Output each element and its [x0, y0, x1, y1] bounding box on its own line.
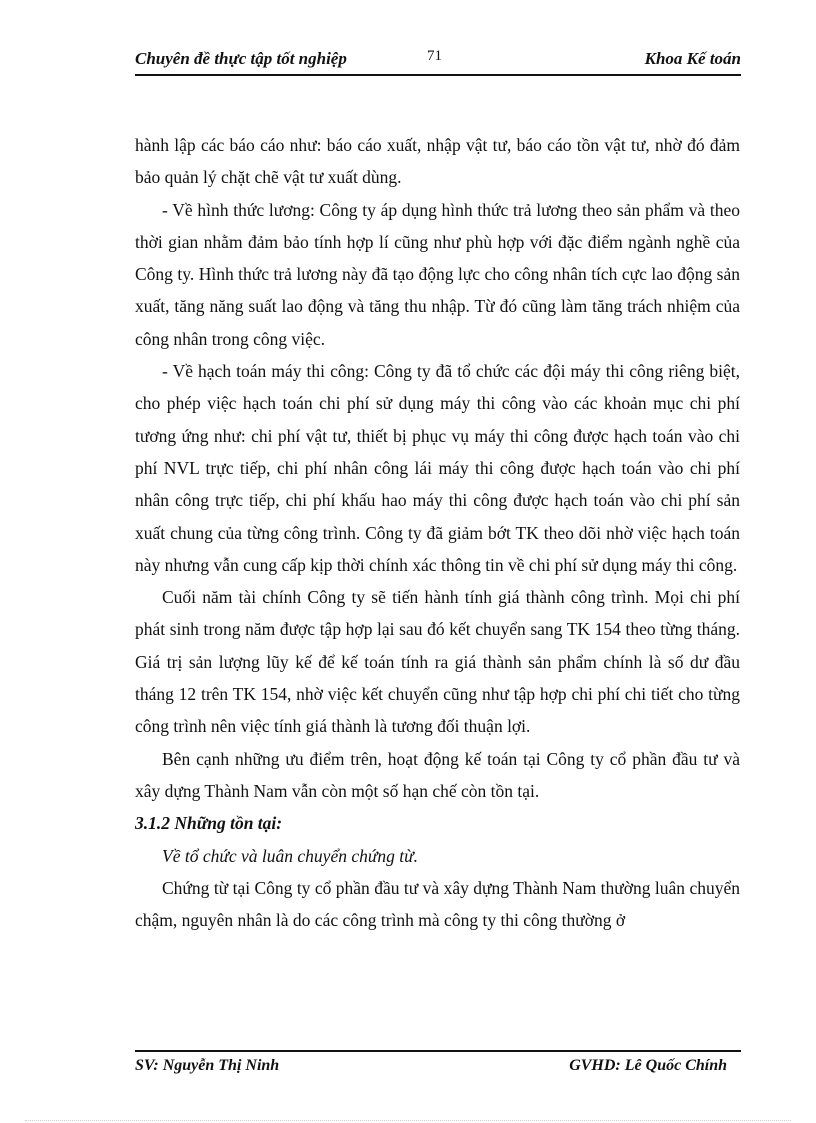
paragraph-documents: Chứng từ tại Công ty cổ phần đầu tư và xây dựng Thành Nam thường luân chuyển chậm, nguyên nhân là do các công trình mà công ty thi công thường ở [135, 877, 740, 931]
page-footer [135, 1050, 741, 1078]
subheading: Về tổ chức và luân chuyển chứng từ. [162, 845, 419, 866]
paragraph-salary-form: - Về hình thức lương: Công ty áp dụng hình thức trả lương theo sản phẩm và theo thời gian nhằm đảm bảo tính hợp lí cũng như phù hợp với đặc điểm ngành nghề của Công ty. Hình thức trả lương này đã tạo động lực cho công nhân tích cực lao động sản xuất, tăng năng suất lao động và tăng thu nhập. Từ đó cũng làm tăng trách nhiệm của công nhân trong công việc. [135, 199, 740, 349]
page-header [135, 46, 741, 76]
paragraph-continuation: hành lập các báo cáo như: báo cáo xuất, nhập vật tư, báo cáo tồn vật tư, nhờ đó đảm bảo quản lý chặt chẽ vật tư xuất dùng. [135, 135, 740, 188]
header-department: Khoa Kế toán [644, 49, 741, 68]
page-bottom-divider [25, 1120, 791, 1121]
footer-student: SV: Nguyễn Thị Ninh [135, 1057, 280, 1074]
paragraph-year-end: Cuối năm tài chính Công ty sẽ tiến hành tính giá thành công trình. Mọi chi phí phát sinh trong năm được tập hợp lại sau đó kết chuyển sang TK 154 theo từng tháng. Giá trị sản lượng lũy kế để kế toán tính ra giá thành sản phẩm chính là số dư đầu tháng 12 trên TK 154, nhờ việc kết chuyển cũng như tập hợp chi phí chi tiết cho từng công trình nên việc tính giá thành là tương đối thuận lợi. [135, 587, 740, 737]
header-report-title: Chuyên đề thực tập tốt nghiệp [135, 49, 347, 68]
section-heading: 3.1.2 Những tồn tại: [135, 813, 283, 834]
paragraph-limitations-intro: Bên cạnh những ưu điểm trên, hoạt động kế toán tại Công ty cổ phần đầu tư và xây dựng Thành Nam vẫn còn một số hạn chế còn tồn tại. [135, 748, 740, 801]
footer-advisor: GVHD: Lê Quốc Chính [569, 1057, 727, 1074]
page-number: 71 [427, 48, 442, 64]
page-body [135, 129, 740, 936]
paragraph-machine-accounting: - Về hạch toán máy thi công: Công ty đã tổ chức các đội máy thi công riêng biệt, cho phép việc hạch toán chi phí sử dụng máy thi công vào các khoản mục chi phí tương ứng như: chi phí vật tư, thiết bị phục vụ máy thi công được hạch toán vào chi phí NVL trực tiếp, chi phí nhân công lái máy thi công được hạch toán vào chi phí nhân công trực tiếp, chi phí khấu hao máy thi công được hạch toán vào chi phí sản xuất chung của từng công trình. Công ty đã giảm bớt TK theo dõi nhờ việc hạch toán này nhưng vẫn cung cấp kịp thời chính xác thông tin về chi phí sử dụng máy thi công. [135, 361, 740, 575]
